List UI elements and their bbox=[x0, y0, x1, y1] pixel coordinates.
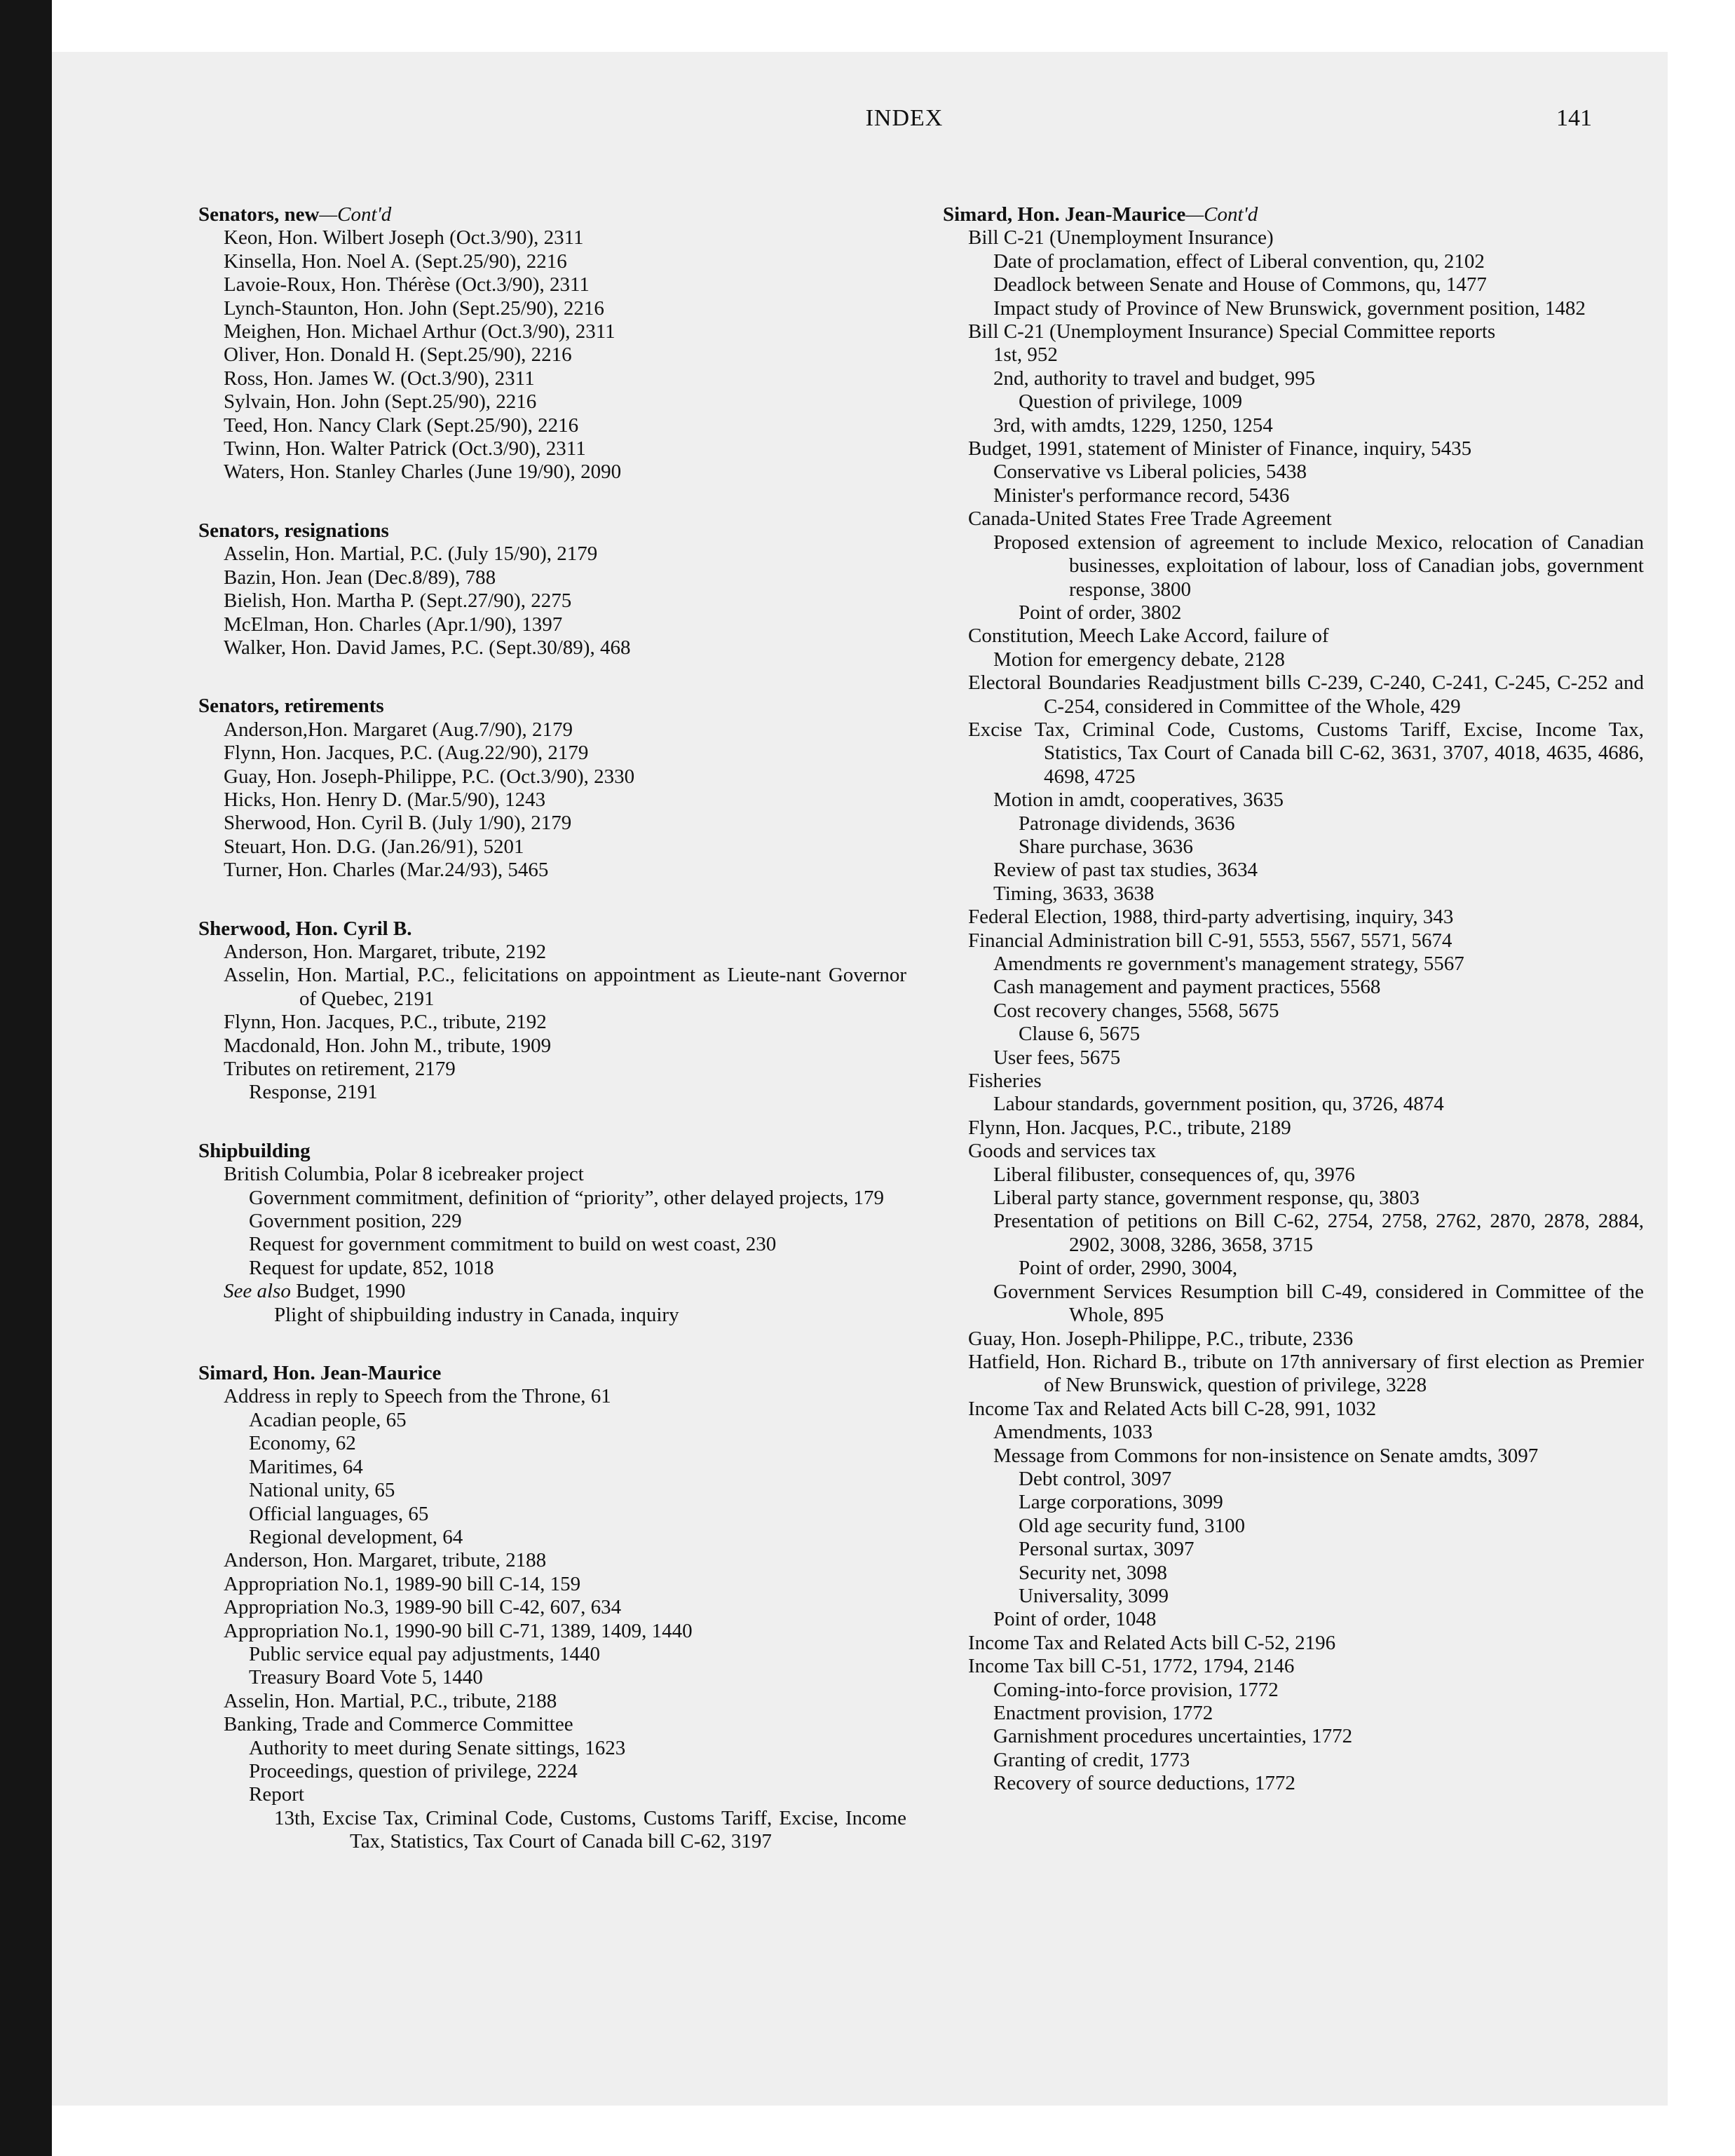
continued-marker: —Cont'd bbox=[319, 203, 392, 226]
index-entry bbox=[943, 1140, 1644, 1163]
index-entry-text: Anderson, Hon. Margaret, tribute, 2192 bbox=[224, 940, 547, 963]
index-entry bbox=[943, 531, 1644, 601]
index-heading-text: Sherwood, Hon. Cyril B. bbox=[198, 917, 412, 940]
index-entry bbox=[943, 273, 1644, 296]
index-entry-text: Bill C-21 (Unemployment Insurance) bbox=[968, 226, 1274, 250]
index-entry bbox=[198, 1713, 906, 1736]
index-heading bbox=[943, 203, 1644, 226]
index-entry-text: Clause 6, 5675 bbox=[1019, 1023, 1141, 1046]
page-title: INDEX bbox=[865, 105, 944, 131]
index-entry bbox=[943, 929, 1644, 953]
index-entry-text: Labour standards, government position, qu, 3726, 4874 bbox=[993, 1093, 1444, 1116]
section-spacer bbox=[198, 660, 906, 695]
index-entry-text: Point of order, 1048 bbox=[993, 1608, 1157, 1631]
index-entry-text: Date of proclamation, effect of Liberal convention, qu, 2102 bbox=[993, 250, 1485, 273]
index-entry bbox=[198, 566, 906, 589]
index-entry-text: Constitution, Meech Lake Accord, failure of bbox=[968, 625, 1329, 648]
index-entry bbox=[943, 789, 1644, 812]
index-entry-text: Anderson, Hon. Margaret, tribute, 2188 bbox=[224, 1549, 547, 1572]
index-entry-text: Sherwood, Hon. Cyril B. (July 1/90), 2179 bbox=[224, 812, 572, 835]
index-entry bbox=[943, 1257, 1644, 1280]
index-entry-text: Coming-into-force provision, 1772 bbox=[993, 1678, 1279, 1701]
index-entry bbox=[198, 1573, 906, 1596]
index-entry-text: Old age security fund, 3100 bbox=[1019, 1514, 1245, 1537]
index-entry bbox=[943, 1562, 1644, 1585]
index-entry-text: Motion in amdt, cooperatives, 3635 bbox=[993, 789, 1284, 812]
index-entry-text: Point of order, 3802 bbox=[1019, 601, 1182, 624]
index-entry bbox=[198, 250, 906, 273]
index-entry bbox=[198, 1011, 906, 1034]
index-entry-text: Impact study of Province of New Brunswick, government position, 1482 bbox=[993, 296, 1586, 320]
index-entry-text: Income Tax and Related Acts bill C-28, 991, 1032 bbox=[968, 1397, 1377, 1420]
index-entry-text: Electoral Boundaries Readjustment bills C-239, C-240, C-241, C-245, C-252 and C-254, considered in Committee of the Whole, 429 bbox=[968, 671, 1644, 718]
index-entry-text: 1st, 952 bbox=[993, 343, 1058, 367]
index-entry bbox=[198, 273, 906, 296]
index-heading bbox=[198, 695, 906, 718]
index-entry bbox=[943, 1117, 1644, 1140]
index-entry bbox=[943, 437, 1644, 460]
index-entry bbox=[198, 1210, 906, 1233]
section-spacer bbox=[198, 484, 906, 519]
index-entry-text: Review of past tax studies, 3634 bbox=[993, 859, 1258, 882]
index-entry bbox=[943, 390, 1644, 414]
index-entry bbox=[943, 648, 1644, 671]
index-entry bbox=[943, 320, 1644, 343]
section-spacer bbox=[198, 882, 906, 917]
index-entry bbox=[943, 250, 1644, 273]
index-entry bbox=[198, 812, 906, 835]
index-entry-text: Regional development, 64 bbox=[249, 1525, 463, 1548]
index-entry bbox=[943, 859, 1644, 882]
index-entry bbox=[198, 613, 906, 636]
index-entry-text: Minister's performance record, 5436 bbox=[993, 484, 1290, 507]
index-heading-text: Senators, new bbox=[198, 203, 320, 226]
index-entry bbox=[198, 1783, 906, 1806]
index-entry bbox=[943, 1210, 1644, 1257]
index-entry-text: Cost recovery changes, 5568, 5675 bbox=[993, 999, 1279, 1022]
index-entry bbox=[943, 1585, 1644, 1608]
index-entry bbox=[943, 1093, 1644, 1116]
index-entry-text: Fisheries bbox=[968, 1070, 1042, 1093]
index-entry bbox=[198, 1409, 906, 1432]
index-entry bbox=[198, 1187, 906, 1210]
index-entry-text: Public service equal pay adjustments, 1440 bbox=[249, 1642, 600, 1665]
page-number: 141 bbox=[1556, 105, 1592, 131]
index-entry bbox=[943, 882, 1644, 906]
index-entry bbox=[198, 1035, 906, 1058]
index-entry-text: Address in reply to Speech from the Throne, 61 bbox=[224, 1385, 611, 1408]
index-entry-text: Turner, Hon. Charles (Mar.24/93), 5465 bbox=[224, 859, 549, 882]
index-entry-text: Authority to meet during Senate sittings, 1623 bbox=[249, 1736, 626, 1759]
index-entry-text: Official languages, 65 bbox=[249, 1502, 429, 1525]
index-entry bbox=[198, 589, 906, 613]
index-heading-text: Senators, retirements bbox=[198, 695, 384, 718]
section-spacer bbox=[198, 1105, 906, 1140]
index-entry bbox=[198, 1596, 906, 1619]
index-entry bbox=[943, 226, 1644, 250]
index-entry bbox=[943, 1023, 1644, 1046]
index-entry bbox=[943, 1421, 1644, 1444]
see-also-label: See also bbox=[224, 1280, 291, 1303]
index-entry-text: Personal surtax, 3097 bbox=[1019, 1538, 1195, 1561]
index-entry bbox=[943, 625, 1644, 648]
index-entry bbox=[943, 999, 1644, 1023]
index-entry bbox=[943, 1749, 1644, 1772]
index-entry-text: Appropriation No.3, 1989-90 bill C-42, 607, 634 bbox=[224, 1596, 622, 1619]
index-entry bbox=[943, 507, 1644, 531]
index-entry bbox=[198, 964, 906, 1011]
index-entry-text: Meighen, Hon. Michael Arthur (Oct.3/90), 2311 bbox=[224, 320, 615, 343]
index-entry-text: 2nd, authority to travel and budget, 995 bbox=[993, 367, 1316, 390]
index-entry-text: Patronage dividends, 3636 bbox=[1019, 812, 1235, 835]
index-entry-text: Appropriation No.1, 1989-90 bill C-14, 159 bbox=[224, 1572, 581, 1595]
index-entry bbox=[198, 1760, 906, 1783]
index-entry bbox=[943, 1328, 1644, 1351]
index-entry bbox=[198, 1385, 906, 1408]
index-entry-text: Appropriation No.1, 1990-90 bill C-71, 1389, 1409, 1440 bbox=[224, 1619, 693, 1642]
index-entry-text: Kinsella, Hon. Noel A. (Sept.25/90), 2216 bbox=[224, 250, 567, 273]
index-entry-text: Financial Administration bill C-91, 5553, 5567, 5571, 5674 bbox=[968, 929, 1452, 952]
index-entry-text: Waters, Hon. Stanley Charles (June 19/90), 2090 bbox=[224, 460, 622, 484]
index-entry-text: Amendments, 1033 bbox=[993, 1421, 1153, 1444]
index-entry bbox=[198, 1666, 906, 1689]
index-entry-text: Government commitment, definition of “priority”, other delayed projects, 179 bbox=[249, 1186, 884, 1209]
index-entry-text: Asselin, Hon. Martial, P.C., felicitations on appointment as Lieute-nant Governor of Quebec, 2191 bbox=[224, 964, 906, 1010]
index-entry bbox=[198, 1503, 906, 1526]
index-entry bbox=[198, 437, 906, 460]
index-entry-text: Share purchase, 3636 bbox=[1019, 835, 1193, 858]
index-entry bbox=[198, 1081, 906, 1104]
index-heading bbox=[198, 1362, 906, 1385]
index-entry bbox=[198, 367, 906, 390]
index-entry-text: Budget, 1991, statement of Minister of Finance, inquiry, 5435 bbox=[968, 437, 1472, 460]
index-entry bbox=[943, 484, 1644, 507]
index-entry-text: Liberal filibuster, consequences of, qu, 3976 bbox=[993, 1163, 1355, 1186]
index-entry-text: Acadian people, 65 bbox=[249, 1408, 407, 1431]
index-heading-text: Simard, Hon. Jean-Maurice bbox=[943, 203, 1186, 226]
index-column-left bbox=[198, 203, 906, 1854]
index-entry-text: Flynn, Hon. Jacques, P.C., tribute, 2192 bbox=[224, 1011, 547, 1034]
index-entry bbox=[198, 1304, 906, 1327]
index-entry-text: Recovery of source deductions, 1772 bbox=[993, 1772, 1295, 1795]
index-entry-text: Enactment provision, 1772 bbox=[993, 1702, 1213, 1724]
section-spacer bbox=[198, 1327, 906, 1362]
index-entry bbox=[198, 636, 906, 660]
index-entry bbox=[943, 1445, 1644, 1468]
index-entry-text: Lavoie-Roux, Hon. Thérèse (Oct.3/90), 2311 bbox=[224, 273, 590, 296]
index-entry-text: McElman, Hon. Charles (Apr.1/90), 1397 bbox=[224, 613, 563, 636]
index-entry-text: Income Tax bill C-51, 1772, 1794, 2146 bbox=[968, 1655, 1295, 1678]
index-entry bbox=[198, 390, 906, 414]
index-entry-text: Flynn, Hon. Jacques, P.C., tribute, 2189 bbox=[968, 1116, 1291, 1139]
index-entry-text: Budget, 1990 bbox=[290, 1280, 406, 1303]
index-column-right bbox=[943, 203, 1644, 1796]
index-entry bbox=[943, 1772, 1644, 1795]
index-heading-text: Simard, Hon. Jean-Maurice bbox=[198, 1362, 442, 1385]
index-entry bbox=[943, 367, 1644, 390]
index-heading-text: Senators, resignations bbox=[198, 519, 389, 542]
index-entry-text: Ross, Hon. James W. (Oct.3/90), 2311 bbox=[224, 367, 535, 390]
index-entry bbox=[198, 859, 906, 882]
index-entry-text: Economy, 62 bbox=[249, 1432, 356, 1455]
index-entry bbox=[198, 460, 906, 484]
index-entry-text: Request for government commitment to build on west coast, 230 bbox=[249, 1233, 777, 1256]
index-entry-text: National unity, 65 bbox=[249, 1479, 395, 1502]
index-entry bbox=[943, 1655, 1644, 1678]
index-entry-text: Deadlock between Senate and House of Commons, qu, 1477 bbox=[993, 273, 1487, 296]
index-entry bbox=[943, 1046, 1644, 1070]
index-entry bbox=[943, 460, 1644, 484]
index-entry bbox=[198, 320, 906, 343]
index-entry-text: Granting of credit, 1773 bbox=[993, 1748, 1190, 1771]
index-entry bbox=[943, 1515, 1644, 1538]
index-entry bbox=[943, 1468, 1644, 1491]
index-entry bbox=[943, 1351, 1644, 1398]
index-entry-text: Sylvain, Hon. John (Sept.25/90), 2216 bbox=[224, 390, 537, 414]
index-entry-text: 13th, Excise Tax, Criminal Code, Customs, Customs Tariff, Excise, Income Tax, Statistics, Tax Court of Canada bill C-62, 3197 bbox=[274, 1806, 906, 1853]
index-entry bbox=[198, 1526, 906, 1549]
index-entry bbox=[943, 414, 1644, 437]
index-entry bbox=[943, 343, 1644, 367]
index-entry bbox=[198, 1479, 906, 1502]
index-entry bbox=[198, 1690, 906, 1713]
index-entry-text: Large corporations, 3099 bbox=[1019, 1491, 1223, 1514]
index-entry-text: Flynn, Hon. Jacques, P.C. (Aug.22/90), 2179 bbox=[224, 742, 589, 765]
index-entry bbox=[198, 226, 906, 250]
index-entry bbox=[198, 1432, 906, 1455]
index-entry bbox=[943, 976, 1644, 999]
index-entry-text: Bielish, Hon. Martha P. (Sept.27/90), 2275 bbox=[224, 589, 572, 613]
index-entry-text: Bill C-21 (Unemployment Insurance) Special Committee reports bbox=[968, 320, 1496, 343]
index-entry-text: Cash management and payment practices, 5568 bbox=[993, 976, 1381, 999]
index-entry-text: User fees, 5675 bbox=[993, 1046, 1121, 1069]
index-entry-text: Federal Election, 1988, third-party advertising, inquiry, 343 bbox=[968, 906, 1454, 929]
index-entry-text: Amendments re government's management strategy, 5567 bbox=[993, 953, 1464, 975]
index-entry-text: Proceedings, question of privilege, 2224 bbox=[249, 1759, 578, 1782]
index-entry-text: Presentation of petitions on Bill C-62, 2754, 2758, 2762, 2870, 2878, 2884, 2902, 3008, 3286, 3658, 3715 bbox=[993, 1210, 1644, 1256]
index-entry-text: Anderson,Hon. Margaret (Aug.7/90), 2179 bbox=[224, 718, 573, 741]
index-entry bbox=[198, 1620, 906, 1643]
index-entry-text: Tributes on retirement, 2179 bbox=[224, 1058, 456, 1080]
index-entry bbox=[943, 906, 1644, 929]
index-entry-text: Macdonald, Hon. John M., tribute, 1909 bbox=[224, 1034, 552, 1057]
index-entry bbox=[198, 1163, 906, 1186]
index-entry bbox=[943, 1632, 1644, 1655]
index-entry bbox=[198, 543, 906, 566]
index-entry-text: Asselin, Hon. Martial, P.C., tribute, 2188 bbox=[224, 1689, 557, 1712]
index-entry bbox=[943, 835, 1644, 859]
index-entry-text: Security net, 3098 bbox=[1019, 1561, 1167, 1584]
index-entry-text: Oliver, Hon. Donald H. (Sept.25/90), 2216 bbox=[224, 343, 572, 367]
index-entry bbox=[943, 1702, 1644, 1725]
index-entry bbox=[943, 297, 1644, 320]
index-entry bbox=[943, 1608, 1644, 1631]
continued-marker: —Cont'd bbox=[1185, 203, 1258, 226]
index-entry-text: Conservative vs Liberal policies, 5438 bbox=[993, 460, 1307, 484]
index-entry bbox=[943, 1491, 1644, 1514]
index-entry bbox=[198, 297, 906, 320]
index-entry bbox=[198, 718, 906, 742]
index-entry-text: Maritimes, 64 bbox=[249, 1455, 363, 1478]
index-heading bbox=[198, 203, 906, 226]
index-entry-text: Question of privilege, 1009 bbox=[1019, 390, 1242, 414]
index-entry bbox=[943, 718, 1644, 789]
index-entry-text: Debt control, 3097 bbox=[1019, 1467, 1172, 1490]
index-entry-text: Garnishment procedures uncertainties, 1772 bbox=[993, 1725, 1353, 1748]
index-entry bbox=[943, 1281, 1644, 1328]
index-entry-text: Hatfield, Hon. Richard B., tribute on 17th anniversary of first election as Premier of New Brunswick, question of privilege, 3228 bbox=[968, 1350, 1644, 1397]
index-entry-text: 3rd, with amdts, 1229, 1250, 1254 bbox=[993, 414, 1273, 437]
index-entry-text: Report bbox=[249, 1783, 304, 1806]
index-entry-text: Plight of shipbuilding industry in Canada, inquiry bbox=[274, 1303, 679, 1326]
index-entry-text: Treasury Board Vote 5, 1440 bbox=[249, 1666, 483, 1689]
index-entry-text: Motion for emergency debate, 2128 bbox=[993, 648, 1285, 671]
index-entry bbox=[943, 1070, 1644, 1093]
index-entry bbox=[198, 789, 906, 812]
index-entry bbox=[198, 941, 906, 964]
index-entry-text: Point of order, 2990, 3004, bbox=[1019, 1257, 1238, 1280]
index-entry-text: Teed, Hon. Nancy Clark (Sept.25/90), 2216 bbox=[224, 414, 579, 437]
index-heading bbox=[198, 917, 906, 941]
index-entry-text: Universality, 3099 bbox=[1019, 1584, 1169, 1607]
index-heading bbox=[198, 519, 906, 543]
index-entry bbox=[198, 1549, 906, 1572]
index-entry bbox=[198, 1456, 906, 1479]
index-entry-text: Asselin, Hon. Martial, P.C. (July 15/90), 2179 bbox=[224, 543, 598, 566]
index-entry-text: Timing, 3633, 3638 bbox=[993, 882, 1155, 905]
index-entry bbox=[943, 601, 1644, 625]
index-entry bbox=[198, 1643, 906, 1666]
index-entry-text: Goods and services tax bbox=[968, 1140, 1157, 1163]
index-entry-text: Excise Tax, Criminal Code, Customs, Customs Tariff, Excise, Income Tax, Statistics, Tax Court of Canada bill C-62, 3631, 3707, 4018, 4635, 4686, 4698, 4725 bbox=[968, 718, 1644, 788]
index-entry-text: Government position, 229 bbox=[249, 1210, 462, 1233]
index-entry-text: Liberal party stance, government response, qu, 3803 bbox=[993, 1187, 1420, 1210]
index-entry-text: Request for update, 852, 1018 bbox=[249, 1256, 494, 1279]
index-entry bbox=[943, 1164, 1644, 1187]
index-heading-text: Shipbuilding bbox=[198, 1139, 311, 1162]
index-entry-text: Banking, Trade and Commerce Committee bbox=[224, 1713, 573, 1736]
index-entry-text: Message from Commons for non-insistence on Senate amdts, 3097 bbox=[993, 1444, 1539, 1467]
index-entry bbox=[198, 414, 906, 437]
index-entry bbox=[198, 343, 906, 367]
index-entry-text: Twinn, Hon. Walter Patrick (Oct.3/90), 2311 bbox=[224, 437, 586, 460]
index-entry bbox=[943, 671, 1644, 718]
index-entry bbox=[198, 1257, 906, 1280]
index-entry-text: Guay, Hon. Joseph-Philippe, P.C., tribute, 2336 bbox=[968, 1327, 1354, 1350]
index-entry bbox=[198, 1280, 906, 1303]
index-entry bbox=[943, 1187, 1644, 1210]
index-entry-text: Bazin, Hon. Jean (Dec.8/89), 788 bbox=[224, 566, 496, 589]
index-entry-text: Government Services Resumption bill C-49, considered in Committee of the Whole, 895 bbox=[993, 1280, 1644, 1327]
index-entry bbox=[943, 1398, 1644, 1421]
index-heading bbox=[198, 1140, 906, 1163]
index-entry-text: British Columbia, Polar 8 icebreaker project bbox=[224, 1163, 584, 1186]
index-entry-text: Income Tax and Related Acts bill C-52, 2196 bbox=[968, 1631, 1336, 1654]
index-entry bbox=[943, 1538, 1644, 1561]
index-entry bbox=[198, 835, 906, 859]
index-entry-text: Hicks, Hon. Henry D. (Mar.5/90), 1243 bbox=[224, 788, 546, 811]
index-entry bbox=[198, 1807, 906, 1854]
index-entry bbox=[198, 742, 906, 765]
index-entry-text: Proposed extension of agreement to include Mexico, relocation of Canadian businesses, exploitation of labour, loss of Canadian jobs, government response, 3800 bbox=[993, 531, 1644, 601]
index-entry bbox=[198, 1058, 906, 1081]
index-entry-text: Canada-United States Free Trade Agreement bbox=[968, 507, 1332, 531]
index-entry-text: Lynch-Staunton, Hon. John (Sept.25/90), 2216 bbox=[224, 296, 604, 320]
index-entry-text: Steuart, Hon. D.G. (Jan.26/91), 5201 bbox=[224, 835, 524, 858]
index-entry-text: Guay, Hon. Joseph-Philippe, P.C. (Oct.3/90), 2330 bbox=[224, 765, 635, 788]
scan-dark-edge bbox=[0, 0, 52, 2156]
index-entry-text: Walker, Hon. David James, P.C. (Sept.30/89), 468 bbox=[224, 636, 631, 659]
index-entry bbox=[943, 1679, 1644, 1702]
index-entry-text: Keon, Hon. Wilbert Joseph (Oct.3/90), 2311 bbox=[224, 226, 584, 250]
index-entry bbox=[198, 1737, 906, 1760]
index-entry bbox=[943, 1725, 1644, 1748]
index-entry bbox=[943, 812, 1644, 835]
index-entry bbox=[943, 953, 1644, 976]
index-entry bbox=[198, 765, 906, 789]
index-entry bbox=[198, 1233, 906, 1256]
index-entry-text: Response, 2191 bbox=[249, 1081, 378, 1104]
